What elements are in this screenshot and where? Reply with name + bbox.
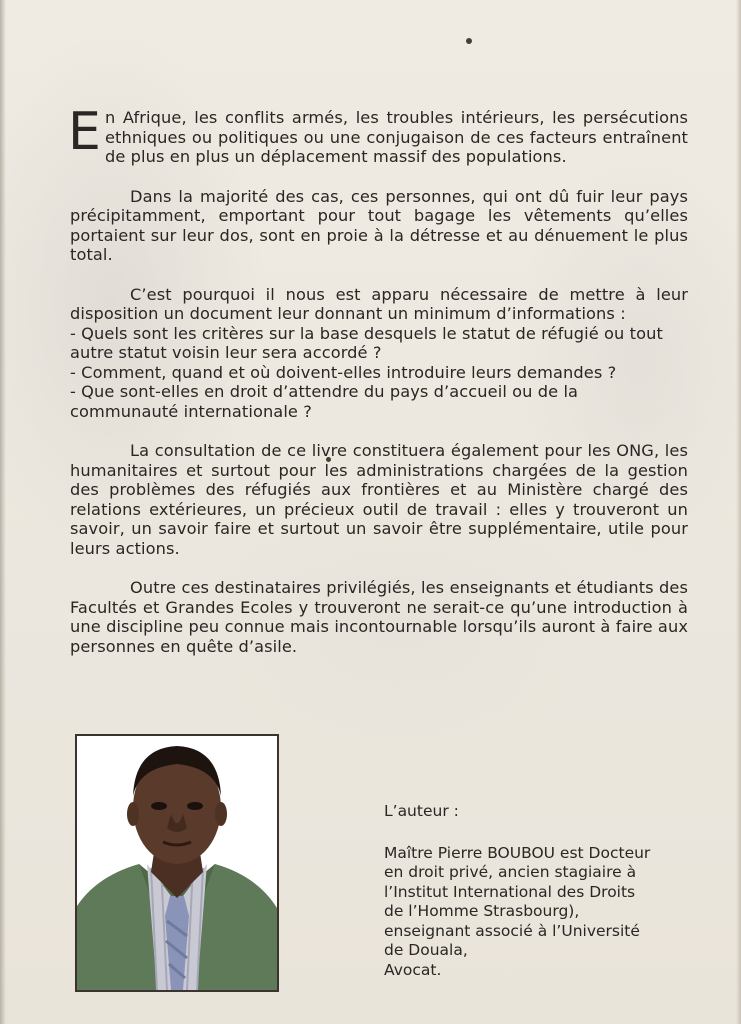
author-photo	[75, 734, 279, 992]
drop-cap: E	[68, 102, 101, 162]
author-bio-line: de Douala,	[384, 941, 468, 959]
ink-speck	[466, 38, 472, 44]
question-item: - Quels sont les critères sur la base desquels le statut de réfugié ou tout autre statut voisin leur sera accordé ?	[70, 323, 663, 362]
paragraph-2: Dans la majorité des cas, ces personnes, qui ont dû fuir leur pays précipitamment, emportant pour tout bagage les vêtements qu’elles portaient sur leur dos, sont en proie à la détresse et au dénuement le plus total.	[70, 186, 688, 264]
paragraph-3-intro: C’est pourquoi il nous est apparu nécessaire de mettre à leur disposition un document leur donnant un minimum d’informations :	[70, 284, 688, 323]
paragraph-1	[68, 102, 688, 167]
paragraph-5: Outre ces destinataires privilégiés, les enseignants et étudiants des Facultés et Grandes Ecoles y trouveront ne serait-ce qu’une introduction à une discipline peu connue mais incontournable lorsqu’ils auront à faire aux personnes en quête d’asile.	[70, 578, 688, 656]
question-item: - Que sont-elles en droit d’attendre du pays d’accueil ou de la communauté internationale ?	[70, 382, 579, 421]
cover-left-edge	[0, 0, 6, 1024]
author-bio-line: de l’Homme Strasbourg),	[384, 902, 580, 920]
question-item: - Comment, quand et où doivent-elles introduire leurs demandes ?	[70, 362, 617, 382]
paragraph-3	[70, 285, 688, 422]
author-portrait-image	[77, 736, 277, 990]
author-heading: L’auteur :	[384, 802, 459, 820]
author-bio-line: Avocat.	[384, 960, 442, 979]
author-bio-line: Maître Pierre BOUBOU est Docteur	[384, 843, 651, 862]
author-bio-line: enseignant associé à l’Université	[384, 921, 640, 940]
author-bio-line: en droit privé, ancien stagiaire à	[384, 863, 637, 881]
author-bio-line: l’Institut International des Droits	[384, 882, 636, 901]
blurb-text	[68, 102, 688, 676]
paragraph-1-text: n Afrique, les conflits armés, les troubles intérieurs, les persécutions ethniques ou politiques ou une conjugaison de ces facteurs entraînent de plus en plus un déplacement massif des populations.	[104, 108, 688, 166]
author-bio	[384, 802, 714, 980]
paragraph-4: La consultation de ce livre constituera également pour les ONG, les humanitaires et surtout pour les administrations chargées de la gestion des problèmes des réfugiés aux frontières et au Ministère chargé des relations extérieures, un précieux outil de travail : elles y trouveront un savoir, un savoir faire et surtout un savoir être supplémentaire, utile pour leurs actions.	[70, 441, 688, 558]
cover-right-edge	[736, 0, 741, 1024]
